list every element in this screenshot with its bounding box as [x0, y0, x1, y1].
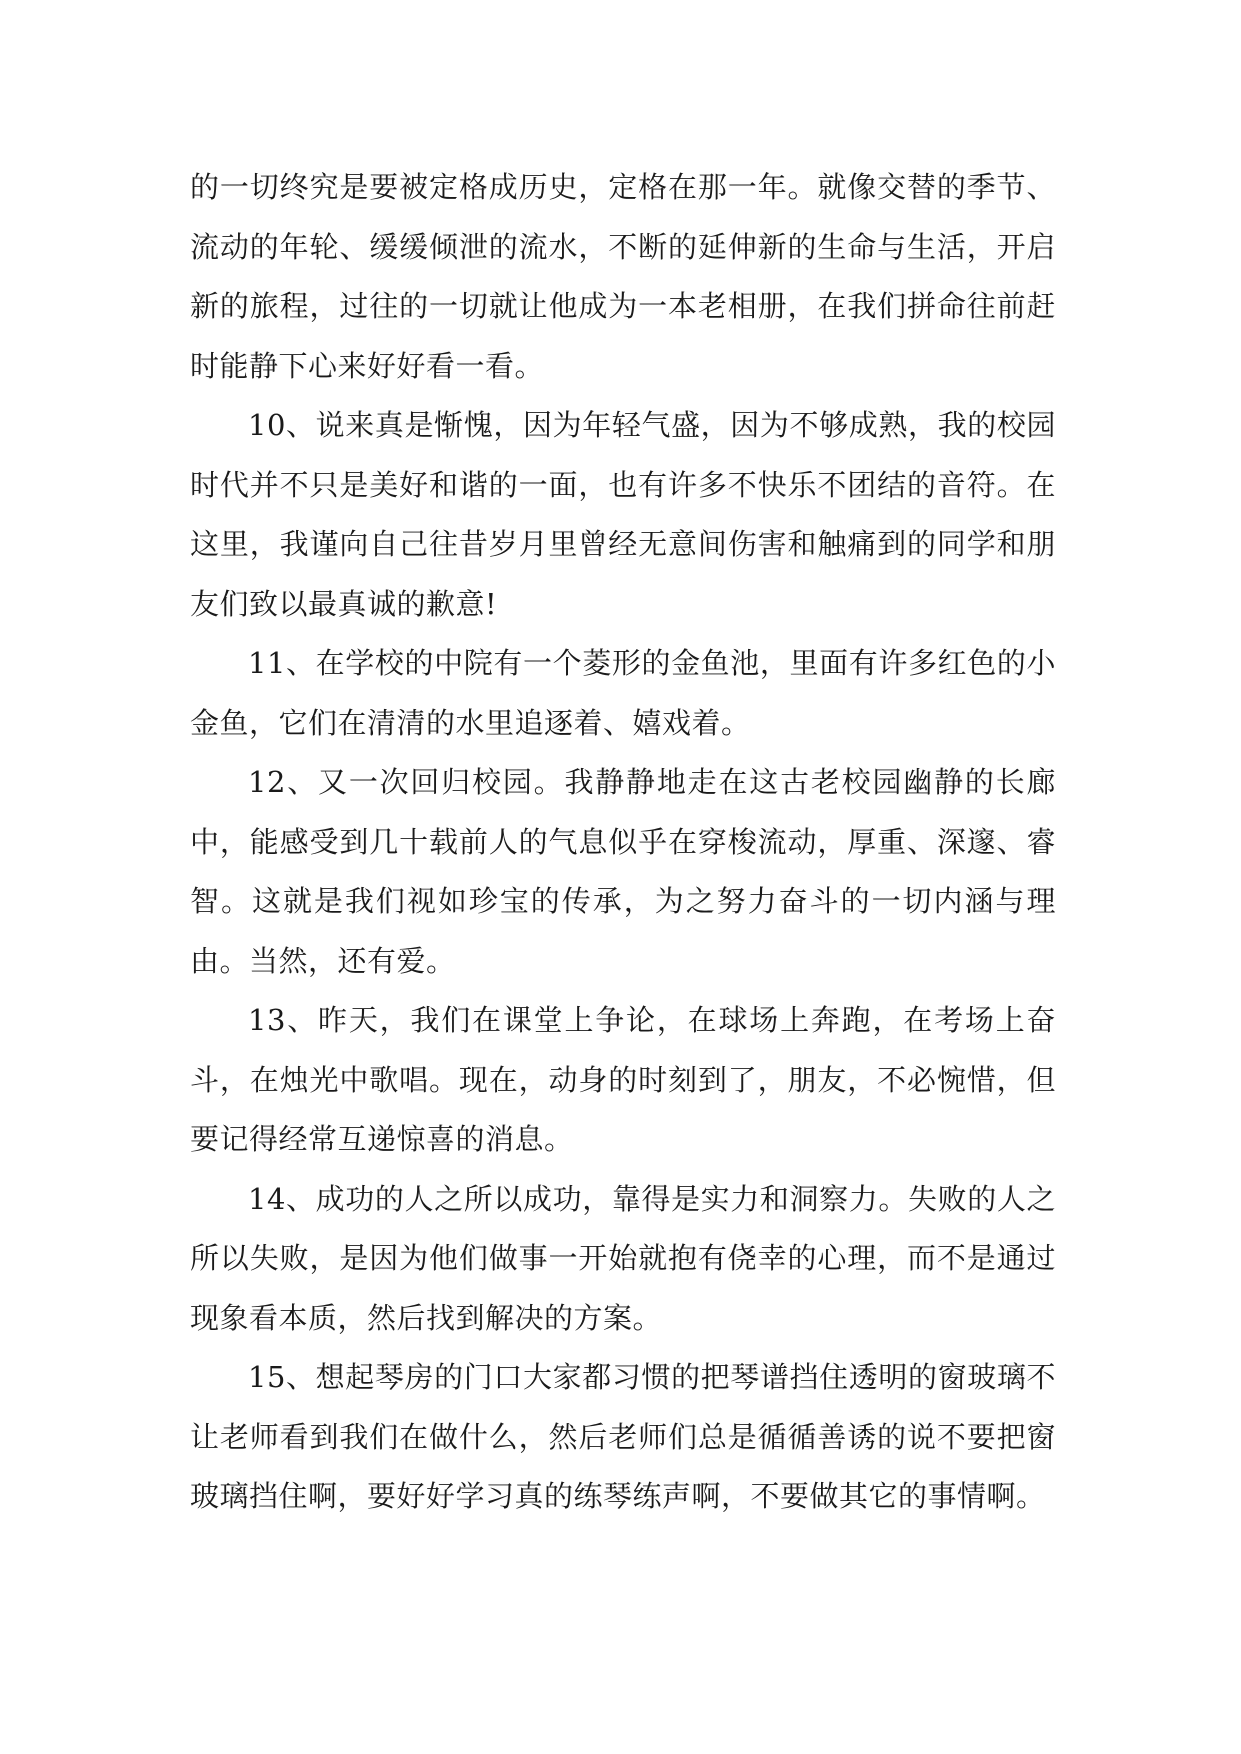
paragraph-15: 15、想起琴房的门口大家都习惯的把琴谱挡住透明的窗玻璃不让老师看到我们在做什么，然后老师们总是循循善诱的说不要把窗玻璃挡住啊，要好好学习真的练琴练声啊，不要做其它的事情啊。: [190, 1360, 1056, 1513]
paragraph-13: 13、昨天，我们在课堂上争论，在球场上奔跑，在考场上奋斗，在烛光中歌唱。现在，动身的时刻到了，朋友，不必惋惜，但要记得经常互递惊喜的消息。: [190, 1003, 1056, 1156]
document-body: [190, 158, 1056, 1527]
paragraph-12: 12、又一次回归校园。我静静地走在这古老校园幽静的长廊中，能感受到几十载前人的气息似乎在穿梭流动，厚重、深邃、睿智。这就是我们视如珍宝的传承，为之努力奋斗的一切内涵与理由。当然，还有爱。: [190, 765, 1056, 978]
paragraph-continued: 的一切终究是要被定格成历史，定格在那一年。就像交替的季节、流动的年轮、缓缓倾泄的流水，不断的延伸新的生命与生活，开启新的旅程，过往的一切就让他成为一本老相册，在我们拼命往前赶时能静下心来好好看一看。: [190, 170, 1056, 383]
paragraph-11: 11、在学校的中院有一个菱形的金鱼池，里面有许多红色的小金鱼，它们在清清的水里追逐着、嬉戏着。: [190, 646, 1056, 740]
paragraph-14: 14、成功的人之所以成功，靠得是实力和洞察力。失败的人之所以失败，是因为他们做事一开始就抱有侥幸的心理，而不是通过现象看本质，然后找到解决的方案。: [190, 1181, 1056, 1335]
paragraph-10: 10、说来真是惭愧，因为年轻气盛，因为不够成熟，我的校园时代并不只是美好和谐的一面，也有许多不快乐不团结的音符。在这里，我谨向自己往昔岁月里曾经无意间伤害和触痛到的同学和朋友们致以最真诚的歉意!: [190, 408, 1056, 621]
